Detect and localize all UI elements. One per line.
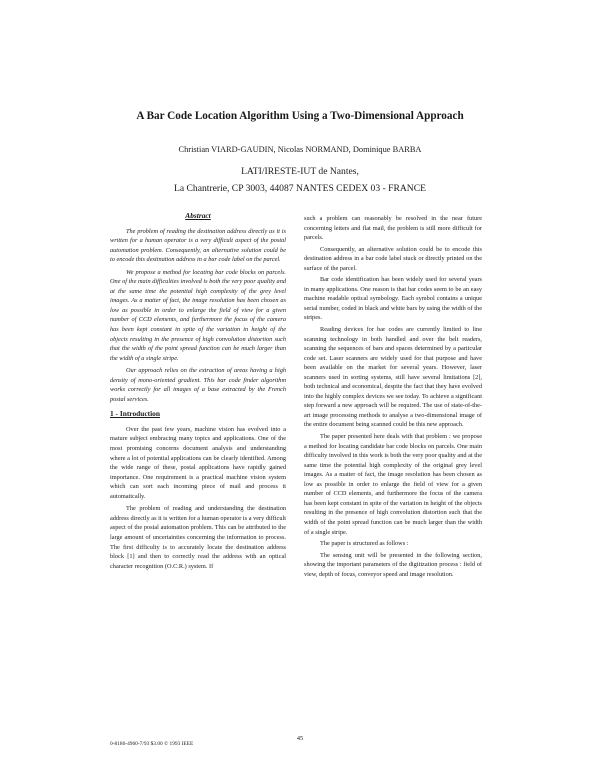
- paper-authors: Christian VIARD-GAUDIN, Nicolas NORMAND, Dominique BARBA: [178, 145, 422, 154]
- abstract-paragraph: We propose a method for locating bar code blocks on parcels. One of the main difficulties involved is both the very poor quality and at the same time the potential high complexity of the grey level images. As a matter of fact, the image resolution has been chosen as low as possible in order to enlarge the field of view for a given number of CCD elements, and furthermore the focus of the camera has been kept constant in spite of the variation in height of the objects resulting in the presence of high convolution distortion such that the width of the point spread function can be much larger than the width of a single stripe.: [110, 268, 286, 362]
- page-number: 45: [296, 735, 304, 742]
- abstract-section: [110, 211, 286, 404]
- abstract-paragraph: Our approach relies on the extraction of areas having a high density of mono-oriented gradient. This bar code finder algorithm works correctly for all images of a base extracted by the French postal services.: [110, 367, 286, 403]
- introduction-paragraph: Over the past few years, machine vision has evolved into a mature subject embracing many topics and applications. One of the most promising concerns document analysis and understanding where a lot of potential applications can be clearly identified. Among the wide range of these, postal applications have rapidly gained importance. One requirement is a practical machine vision system which can sort each incoming piece of mail and process it automatically.: [110, 425, 286, 500]
- abstract-paragraph: The problem of reading the destination address directly as it is written for a human operator is a very difficult aspect of the postal automation problem. Consequently, an alternative solution could be to encode this destination address in a bar code label on the parcel.: [110, 227, 286, 264]
- affiliation-line-1: LATI/IRESTE-IUT de Nantes,: [241, 166, 359, 177]
- body-paragraph: Bar code identification has been widely used for several years in many applications. One reason is that bar codes seem to be an easy machine readable optical symbology. Each symbol contains a unique serial number, coded in black and white bars by using the width of the stripes.: [304, 276, 482, 322]
- body-paragraph: Consequently, an alternative solution could be to encode this destination address in a bar code label stuck or directly printed on the surface of the parcel.: [304, 245, 482, 272]
- left-column: [110, 211, 286, 571]
- body-paragraph: such a problem can reasonably be resolved in the near future concerning letters and flat mail, the problem is still more difficult for parcels.: [304, 215, 482, 242]
- right-column: [304, 214, 482, 579]
- body-paragraph: The paper presented here deals with that problem : we propose a method for locating candidate bar code blocks on parcels. One main difficulty involved in this work is both the very poor quality and at the same time the potential high complexity of the original grey level images. As a matter of fact, the image resolution has been chosen as low as possible in order to enlarge the field of view for a given number of CCD elements, and furthermore the focus of the camera has been kept constant in spite of the variation in height of the objects resulting in the presence of high convolution distortion such that the width of the point spread function can be much larger than the width of a single stripe.: [304, 433, 482, 536]
- affiliation-line-2: La Chantrerie, CP 3003, 44087 NANTES CEDEX 03 - FRANCE: [174, 183, 426, 194]
- introduction-section: [110, 409, 286, 571]
- paper-title: A Bar Code Location Algorithm Using a Two-Dimensional Approach: [136, 110, 464, 122]
- abstract-heading: Abstract: [185, 211, 211, 220]
- introduction-heading: 1 - Introduction: [110, 409, 160, 419]
- body-paragraph: Reading devices for bar codes are currently limited to line scanning technology in both handled and over the belt readers, scanning the sequences of bars and spaces determined by a particular code set. Laser scanners are widely used for that purpose and have been available on the market for several years. However, laser scanners used in sorting systems, still have several limitations [2], both technical and economical, despite the fact that they have evolved into the highly complex devices we see today. To achieve a significant step forward a new approach will be required. The use of state-of-the-art image processing methods to analyse a two-dimensional image of the entire document being scanned could be this new approach.: [304, 326, 482, 429]
- body-paragraph: The sensing unit will be presented in the following section, showing the important parameters of the digitization process : field of view, depth of focus, conveyor speed and image resolution.: [304, 551, 482, 578]
- introduction-paragraph: The problem of reading and understanding the destination address directly as it is written for a human operator is a very difficult aspect of the postal automation problem. This can be attributed to the large amount of uncertainties concerning the information to process. The first difficulty is to accurately locate the destination address block [1] and then to correctly read the address with an optical character recognition (O.C.R.) system. If: [110, 505, 286, 570]
- copyright-notice: 0-8186-4960-7/93 $3.00 © 1993 IEEE: [110, 741, 194, 747]
- body-paragraph: The paper is structured as follows :: [320, 540, 409, 548]
